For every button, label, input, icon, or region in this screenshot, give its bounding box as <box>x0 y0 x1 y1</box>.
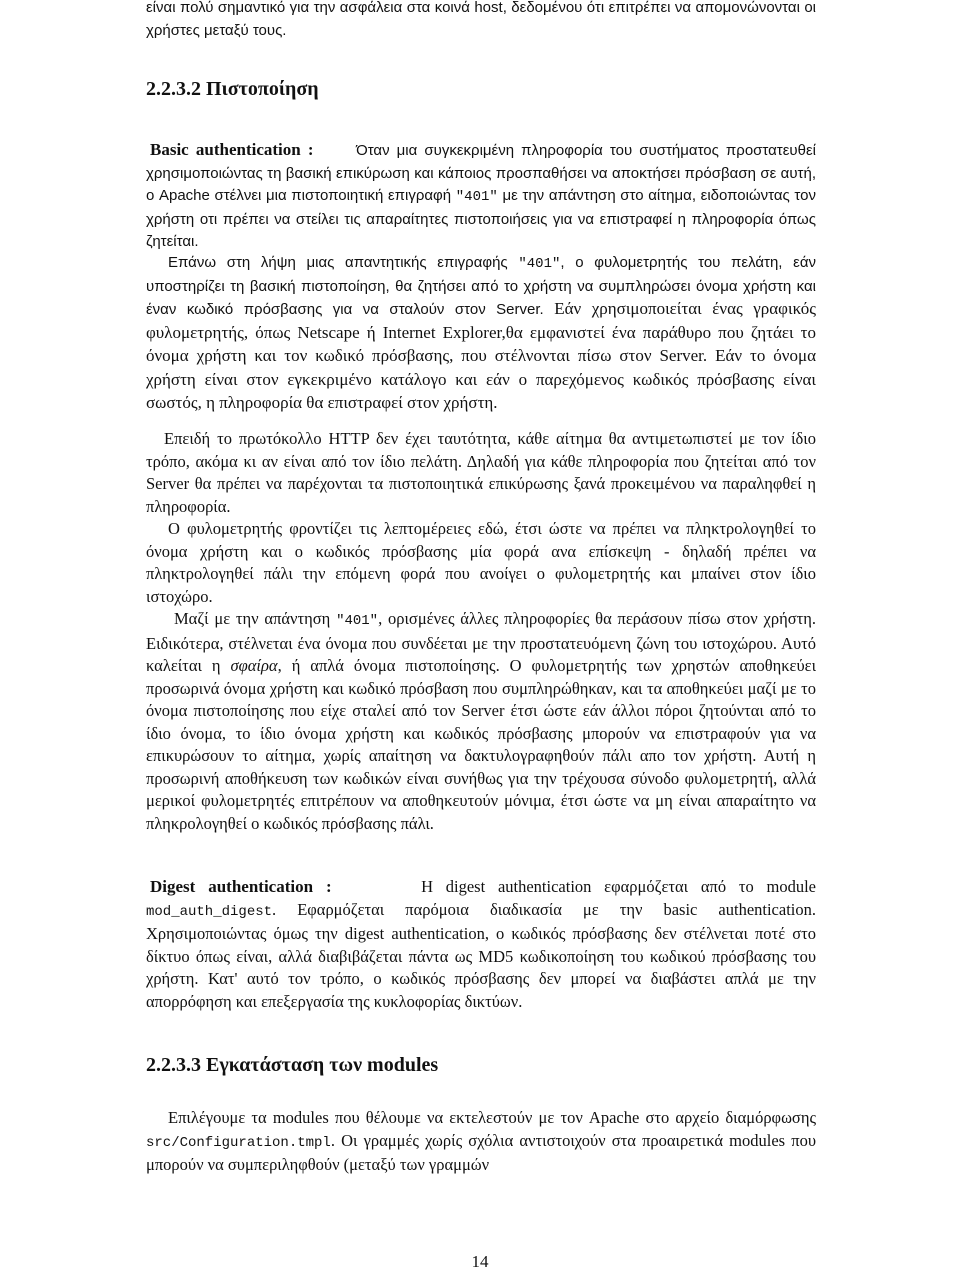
sphere-term: σφαίρα <box>230 656 278 675</box>
code-401-a: "401" <box>455 189 498 205</box>
digest-auth-paragraph <box>146 876 816 1013</box>
basic-auth-p4-text: Ο φυλομετρητής φροντίζει τις λεπτομέρειες εδώ, έτσι ώστε να πρέπει να πληκτρολογηθεί το όνομα χρήστη και ο κωδικός πρόσβασης μία φορά ανα επίσκεψη - δηλαδή πρέπει να πληκτρολογηθεί πάλι την επόμενη φορά που ανοίγει ο φυλομετρητής και μπαίνει στον ίδιο ιστοχώρο. <box>146 519 816 606</box>
basic-auth-paragraph-3 <box>146 428 816 518</box>
basic-auth-paragraph-4 <box>146 518 816 608</box>
basic-auth-p2-text-2: , ο φυλομετρητής του πελάτη, εάν υποστηρίζει τη βασική πιστοποίηση, θα ζητήσει από το χρήστη να συμπληρώσει όνομα χρήστη και έναν κωδικό πρόσβασης για να σταλούν στον Server. <box>146 254 816 318</box>
modules-paragraph <box>146 1107 816 1177</box>
section-heading-modules: 2.2.3.3 Εγκατάσταση των modules <box>146 1054 439 1076</box>
modules-text: Επιλέγουμε τα modules που θέλουμε να εκτελεστούν με τον Apache στο αρχείο διαμόρφωσης <box>168 1108 816 1127</box>
basic-auth-paragraph-5 <box>146 608 816 835</box>
intro-text: είναι πολύ σημαντικό για την ασφάλεια στα κοινά host, δεδομένου ότι επιτρέπει να απομονώνονται οι χρήστες μεταξύ τους. <box>146 0 816 39</box>
basic-auth-term: Basic authentication : <box>150 140 314 159</box>
basic-auth-p3-text: Επειδή το πρωτόκολλο HTTP δεν έχει ταυτότητα, κάθε αίτημα θα αντιμετωπιστεί με τον ίδιο τρόπο, ακόμα κι αν είναι από τον ίδιο πελάτη. Δηλαδή για κάθε πληροφορία που ζητείται από τον Server θα πρέπει να παρέχονται τα πιστοποιητικά επικύρωσης ξανά προκειμένου να παραληφθεί η πληροφορία. <box>146 429 816 516</box>
basic-auth-p5-text-3: , ή απλά όνομα πιστοποίησης. Ο φυλομετρητής των χρηστών αποθηκεύει προσωρινά όνομα χρήστη και κωδικό πρόσβαση που συμπληρώθηκαν, και τα αποθηκεύει μαζί με το όνομα πιστοποίησης που είχε σταλεί από τον Server έτσι ώστε εάν άλλοι πόροι ζητούνται από το ίδιο όνομα, το ίδιο όνομα χρήστη και κωδικός πρόσβασης μπορούν να επιστραφούν για να επικυρώσουν το αίτημα, χωρίς απαίτηση να δακτυλογραφηθούν πάλι απο τον χρήστη. Αυτή η προσωρινή αποθήκευση των κωδικών είναι συνήθως για την τρέχουσα σύνοδο φυλομετρητή, αλλά μερικοί φυλομετρητές επιτρέπουν να αποθηκευτούν μόνιμα, έτσι ώστε να μη είναι απαραίτητο να πληκρολογηθεί ο κωδικός πρόσβασης πάλι. <box>146 656 817 833</box>
basic-auth-paragraph-1 <box>146 139 816 254</box>
basic-auth-paragraph-2 <box>146 252 816 416</box>
basic-auth-p2-text-3: Εάν χρησιμοποιείται ένας γραφικός φυλομετρητής, όπως Netscape ή Internet Explorer,θα εμφανιστεί ένα παράθυρο που ζητάει το όνομα χρήστη και τον κωδικό πρόσβασης, που στέλνονται πίσω στον Server. Εάν το όνομα χρήστη είναι στον εγκεκριμένο κατάλογο και εάν ο παρεχόμενος κωδικός πρόσβασης είναι σωστός, η πληροφορία θα επιστραφεί στον χρήστη. <box>146 299 816 412</box>
intro-paragraph <box>146 0 816 42</box>
basic-auth-p1-text-2: με την απάντηση στο αίτημα, ειδοποιώντας τον χρήστη οτι πρέπει να στείλει τις απαραίτητες πιστοποιήσεις για να επιστραφεί η πληροφορία όπως ζητείται. <box>146 187 816 250</box>
basic-auth-p2-text: Επάνω στη λήψη μιας απαντητικής επιγραφής <box>168 254 508 271</box>
code-401-b: "401" <box>518 256 561 272</box>
basic-auth-p5-text: Μαζί με την απάντηση <box>174 609 331 628</box>
basic-auth-p1-text: Όταν μια συγκεκριμένη πληροφορία του συστήματος προστατευθεί χρησιμοποιώντας τη βασική επικύρωση και κάποιος προσπαθήσει να αποκτήσει πρόσβαση σε αυτή, ο Apache στέλνει μια πιστοποιητική επιγραφή <box>146 142 816 204</box>
digest-auth-text-2: . Εφαρμόζεται παρόμοια διαδικασία με την basic authentication. Χρησιμοποιώντας όμως την digest authentication, ο κωδικός πρόσβασης δεν στέλνεται ποτέ στο δίκτυο όπως είναι, αλλά διαβιβάζεται πάντα ως MD5 κωδικοποίηση του κωδικού πρόσβασης του χρήστη. Κατ' αυτό τον τρόπο, ο κωδικός πρόσβασης δεν μπορεί να διαβάστει απλά με την απορρόφηση και επεξεργασία της κυκλοφορίας δικτύων. <box>146 899 816 1011</box>
modules-text-2: . Οι γραμμές χωρίς σχόλια αντιστοιχούν στα προαιρετικά modules που μπορούν να συμπεριληφθούν (μεταξύ των γραμμών <box>146 1130 816 1174</box>
digest-auth-text: Η digest authentication εφαρμόζεται από το module <box>421 877 817 896</box>
code-configuration-file: src/Configuration.tmpl <box>146 1134 331 1151</box>
digest-auth-term: Digest authentication : <box>150 877 332 896</box>
code-mod-auth-digest: mod_auth_digest <box>146 903 273 920</box>
page-number: 14 <box>471 1252 489 1271</box>
section-heading-authentication: 2.2.3.2 Πιστοποίηση <box>146 78 319 100</box>
code-401-c: "401" <box>336 613 379 629</box>
basic-auth-p5-text-2: , ορισμένες άλλες πληροφορίες θα περάσουν πίσω στον χρήστη. Ειδικότερα, στέλνεται ένα όνομα που συνδέεται με την προστατευόμενη ζώνη του ιστοχώρου. Αυτό καλείται η <box>146 609 816 675</box>
